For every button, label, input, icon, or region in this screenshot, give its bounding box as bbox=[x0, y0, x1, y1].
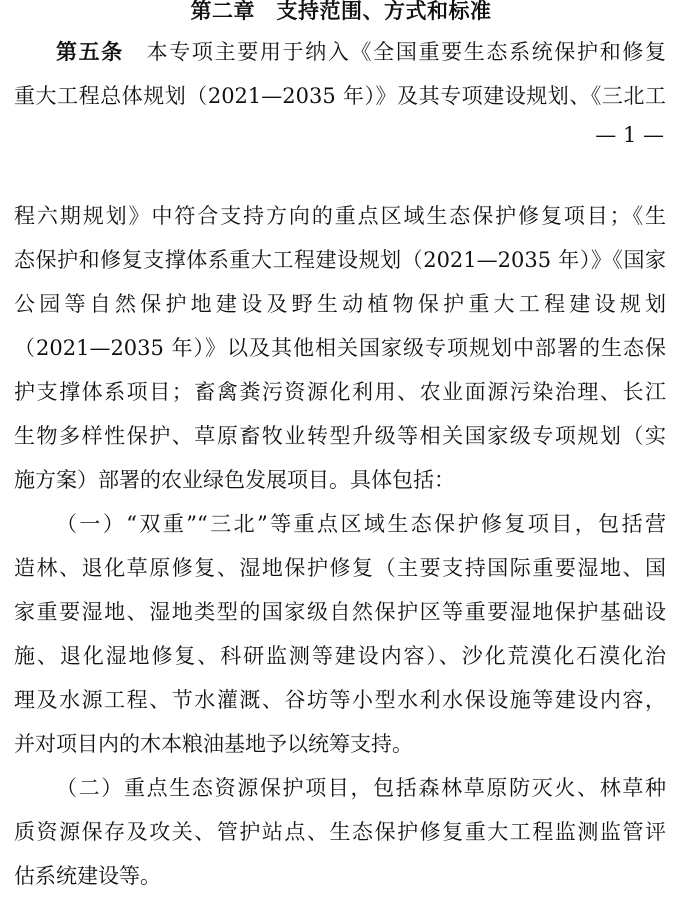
article-5-line: 重大工程总体规划（2021—2035 年）》及其专项建设规划、《三北工 bbox=[14, 84, 666, 108]
article-label: 第五条 bbox=[56, 40, 124, 64]
article-5-line bbox=[56, 30, 666, 74]
item-1-line: 理及水源工程、节水灌溉、谷坊等小型水利水保设施等建设内容， bbox=[14, 688, 666, 712]
chapter-title: 第二章 支持范围、方式和标准 bbox=[190, 0, 492, 23]
item-2-line: （二）重点生态资源保护项目，包括森林草原防灭火、林草种 bbox=[56, 776, 666, 800]
item-1-line: 施、退化湿地修复、科研监测等建设内容）、沙化荒漠化石漠化治 bbox=[14, 644, 666, 668]
article-5-line: 施方案）部署的农业绿色发展项目。具体包括： bbox=[14, 468, 455, 492]
article-5-line: 程六期规划》中符合支持方向的重点区域生态保护修复项目；《生 bbox=[14, 204, 666, 228]
item-1-line: （一）“双重”“三北”等重点区域生态保护修复项目，包括营 bbox=[56, 512, 666, 536]
item-1-line: 家重要湿地、湿地类型的国家级自然保护区等重要湿地保护基础设 bbox=[14, 600, 666, 624]
article-5-line: 态保护和修复支撑体系重大工程建设规划（2021—2035 年）》《国家 bbox=[14, 248, 666, 272]
item-2-line: 质资源保存及攻关、管护站点、生态保护修复重大工程监测监管评 bbox=[14, 820, 666, 844]
item-1-line: 并对项目内的木本粮油基地予以统筹支持。 bbox=[14, 732, 413, 756]
item-1-line: 造林、退化草原修复、湿地保护修复（主要支持国际重要湿地、国 bbox=[14, 556, 666, 580]
article-5-line: 生物多样性保护、草原畜牧业转型升级等相关国家级专项规划（实 bbox=[14, 424, 666, 448]
page-number: — 1 — bbox=[595, 123, 664, 147]
item-2-line: 估系统建设等。 bbox=[14, 864, 161, 888]
article-5-line: （2021—2035 年）》以及其他相关国家级专项规划中部署的生态保 bbox=[14, 336, 666, 360]
article-5-line: 公园等自然保护地建设及野生动植物保护重大工程建设规划 bbox=[14, 292, 666, 316]
article-5-text: 本专项主要用于纳入《全国重要生态系统保护和修复 bbox=[146, 40, 666, 64]
article-5-line: 护支撑体系项目；畜禽粪污资源化利用、农业面源污染治理、长江 bbox=[14, 380, 666, 404]
